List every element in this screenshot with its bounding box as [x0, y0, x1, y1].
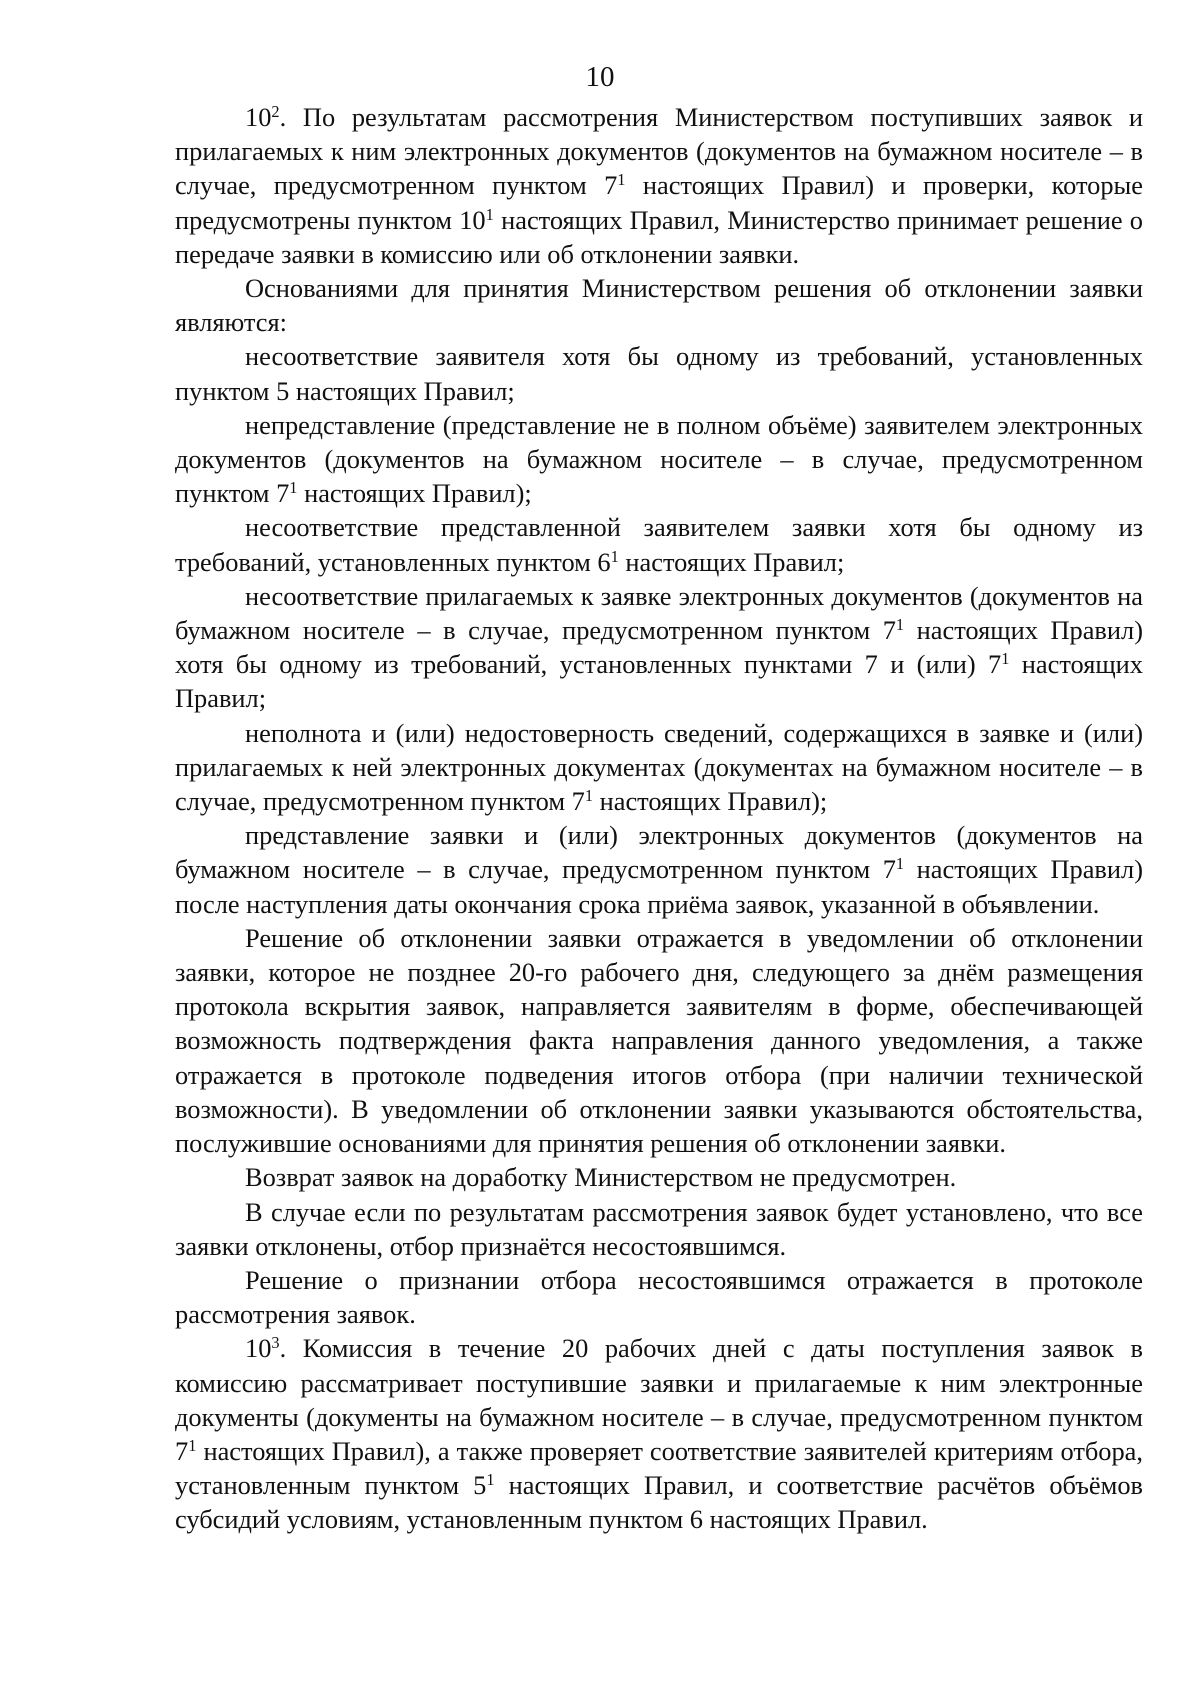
- text-run: Основаниями для принятия Министерством решения об отклонении заявки являются:: [175, 273, 1143, 338]
- text-run: настоящих Правил) хотя бы одному из требований, установленных пунктами 7 и (или) 7: [175, 615, 1143, 680]
- superscript-index: 1: [485, 204, 494, 224]
- text-run: настоящих Правил);: [297, 478, 532, 509]
- superscript-index: 1: [610, 546, 619, 566]
- text-run: неполнота и (или) недостоверность сведений, содержащихся в заявке и (или) прилагаемых к ней электронных документах (документах на бумажном носителе – в случае, предусмотренном пунктом 7: [175, 717, 1143, 817]
- paragraph: [175, 1160, 1143, 1194]
- text-run: . По результатам рассмотрения Министерством поступивших заявок и прилагаемых к ним электронных документов (документов на бумажном носителе – в случае, предусмотренном пунктом 7: [175, 102, 1143, 201]
- text-run: настоящих Правил;: [175, 649, 1143, 714]
- document-body: [175, 100, 1143, 1537]
- paragraph: [175, 408, 1143, 511]
- text-run: непредставление (представление не в полном объёме) заявителем электронных документов (документов на бумажном носителе – в случае, предусмотренном пунктом 7: [175, 409, 1143, 509]
- text-run: настоящих Правил), а также проверяет соответствие заявителей критериям отбора, установленным пунктом 5: [175, 1435, 1143, 1501]
- paragraph: [175, 1195, 1143, 1263]
- text-run: 10: [245, 102, 272, 132]
- text-run: . Комиссия в течение 20 рабочих дней с даты поступления заявок в комиссию рассматривает поступившие заявки и прилагаемые к ним электронные документы (документы на бумажном носителе – в случае, предусмотренном пунктом 7: [175, 1333, 1143, 1466]
- page-number: 10: [585, 61, 615, 93]
- text-run: Возврат заявок на доработку Министерством не предусмотрен.: [245, 1162, 957, 1193]
- superscript-index: 3: [271, 1333, 280, 1353]
- paragraph: [175, 271, 1143, 339]
- paragraph: [175, 510, 1143, 578]
- text-run: несоответствие представленной заявителем заявки хотя бы одному из требований, установленных пунктом 6: [175, 512, 1143, 577]
- text-run: 10: [245, 1333, 272, 1364]
- paragraph: [175, 818, 1143, 921]
- superscript-index: 1: [188, 1435, 197, 1455]
- text-run: настоящих Правил, Министерство принимает решение о передаче заявки в комиссию или об отклонении заявки.: [175, 204, 1144, 269]
- superscript-index: 1: [895, 854, 905, 874]
- paragraph: [175, 100, 1143, 271]
- superscript-index: 1: [289, 478, 298, 498]
- text-run: настоящих Правил;: [618, 546, 845, 577]
- paragraph: [175, 1263, 1143, 1331]
- text-run: Решение о признании отбора несостоявшимся отражается в протоколе рассмотрения заявок.: [175, 1264, 1143, 1330]
- paragraph: [175, 339, 1143, 407]
- superscript-index: 1: [584, 786, 594, 806]
- paragraph: [175, 716, 1143, 819]
- text-run: настоящих Правил) и проверки, которые предусмотрены пунктом 10: [175, 170, 1143, 235]
- superscript-index: 1: [1001, 649, 1010, 669]
- text-run: представление заявки и (или) электронных документов (документов на бумажном носителе – в случае, предусмотренном пунктом 7: [175, 820, 1143, 885]
- superscript-index: 1: [486, 1470, 495, 1490]
- paragraph: [175, 1331, 1143, 1536]
- text-run: В случае если по результатам рассмотрения заявок будет установлено, что все заявки отклонены, отбор признаётся несостоявшимся.: [175, 1196, 1143, 1261]
- superscript-index: 1: [895, 615, 905, 635]
- text-run: настоящих Правил) после наступления даты окончания срока приёма заявок, указанной в объявлении.: [175, 854, 1143, 919]
- text-run: настоящих Правил, и соответствие расчётов объёмов субсидий условиям, установленным пунктом 6 настоящих Правил.: [175, 1470, 1144, 1535]
- superscript-index: 2: [271, 102, 280, 121]
- text-run: несоответствие прилагаемых к заявке электронных документов (документов на бумажном носителе – в случае, предусмотренном пунктом 7: [175, 580, 1143, 646]
- superscript-index: 1: [617, 170, 626, 190]
- text-run: несоответствие заявителя хотя бы одному из требований, установленных пунктом 5 настоящих Правил;: [175, 341, 1143, 406]
- text-run: настоящих Правил);: [593, 786, 828, 817]
- paragraph: [175, 579, 1143, 716]
- text-run: Решение об отклонении заявки отражается в уведомлении об отклонении заявки, которое не позднее 20-го рабочего дня, следующего за днём размещения протокола вскрытия заявок, направляется заявителям в форме, обеспечивающей возможность подтверждения факта направления данного уведомления, а также отражается в протоколе подведения итогов отбора (при наличии технической возможности). В уведомлении об отклонении заявки указываются обстоятельства, послужившие основаниями для принятия решения об отклонении заявки.: [175, 922, 1143, 1159]
- paragraph: [175, 921, 1143, 1160]
